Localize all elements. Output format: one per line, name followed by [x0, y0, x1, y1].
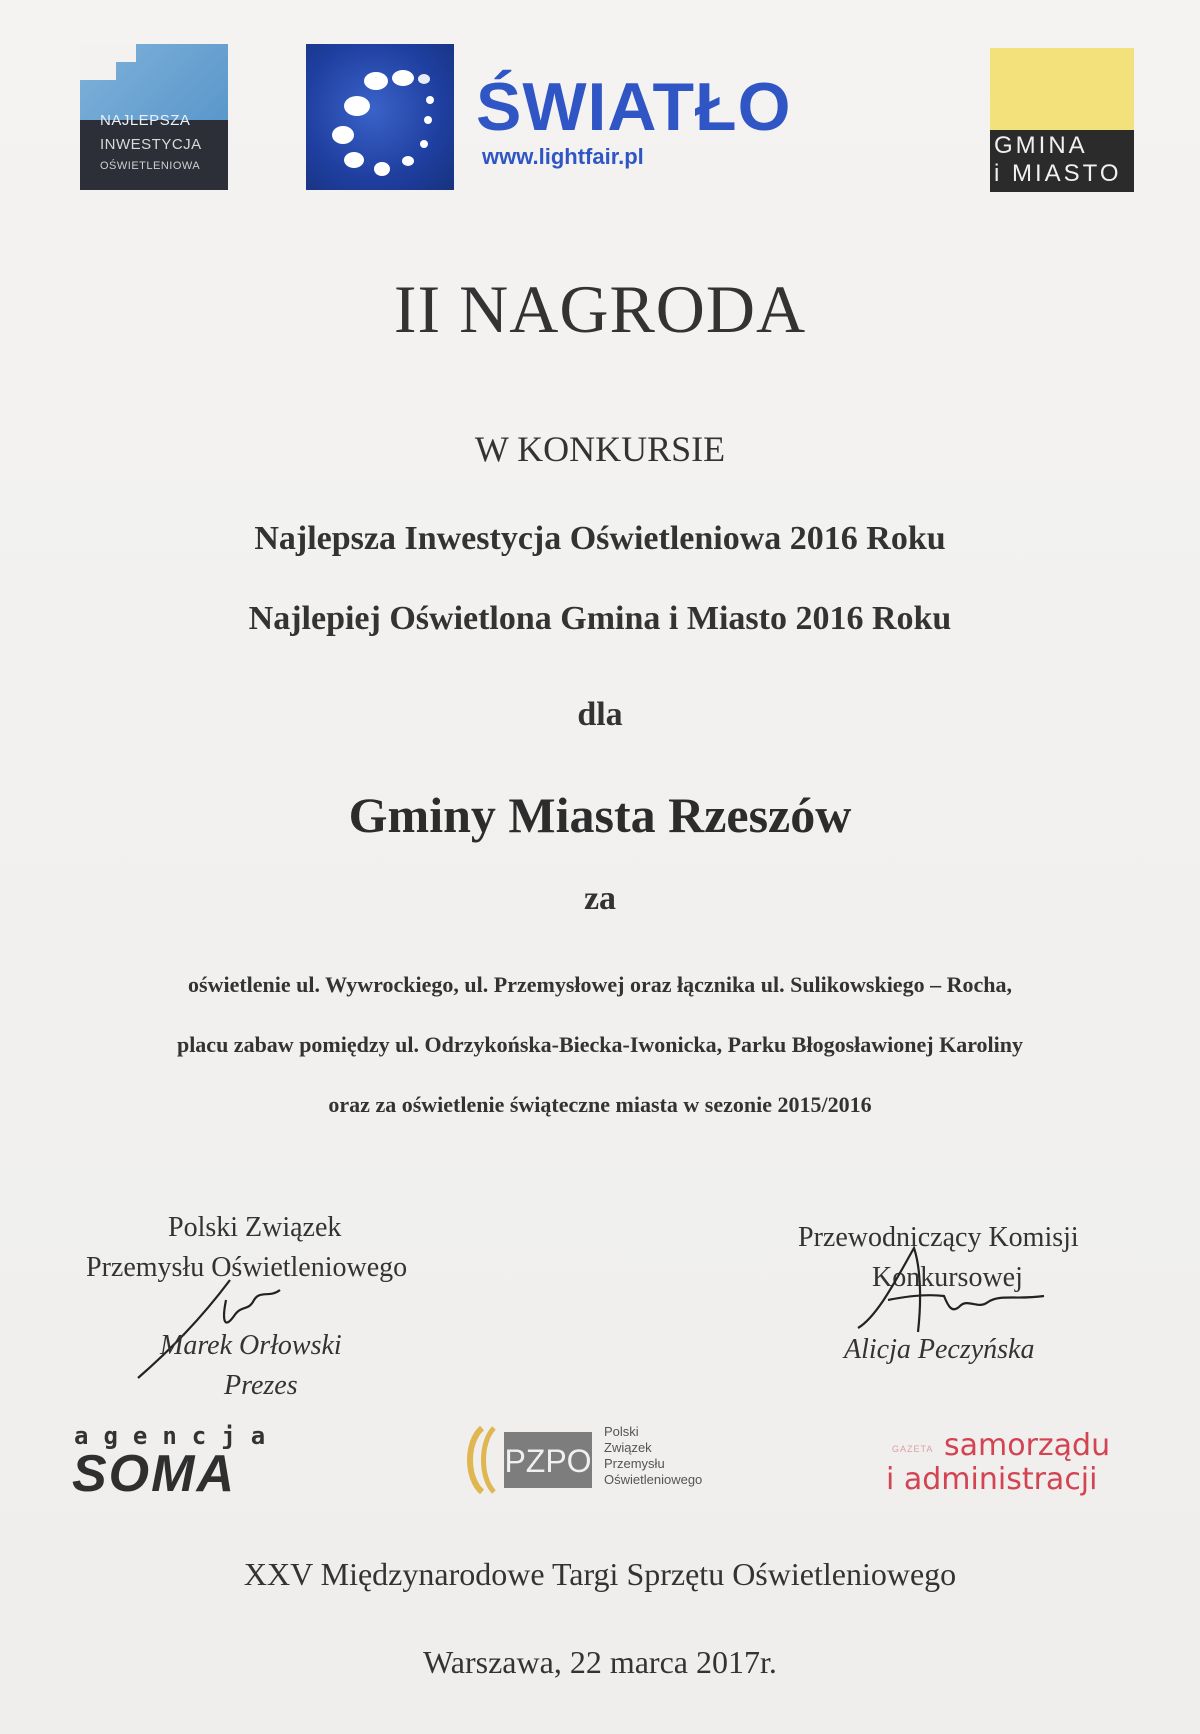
- competition-name-1: Najlepsza Inwestycja Oświetleniowa 2016 Roku: [254, 520, 946, 557]
- pzpo-logo-caption: [604, 1424, 702, 1488]
- pzpo-caption-line: Oświetleniowego: [604, 1472, 703, 1487]
- issue-date: Warszawa, 22 marca 2017r.: [423, 1644, 777, 1680]
- gazeta-logo-small: GAZETA: [892, 1444, 934, 1454]
- award-title: II NAGRODA: [393, 271, 807, 347]
- left-signatory-org-line2: Przemysłu Oświetleniowego: [86, 1252, 408, 1283]
- gazeta-logo-line2: i administracji: [886, 1462, 1098, 1497]
- description-line-1: oświetlenie ul. Wywrockiego, ul. Przemysłowej oraz łącznika ul. Sulikowskiego – Rocha,: [188, 972, 1012, 997]
- reason-label: za: [583, 880, 617, 917]
- pzpo-caption-line: Związek: [604, 1440, 652, 1455]
- for-label: dla: [577, 696, 623, 733]
- najlepsza-logo-line2: INWESTYCJA: [100, 136, 202, 153]
- pzpo-caption-line: Polski: [604, 1424, 639, 1439]
- description-line-2: placu zabaw pomiędzy ul. Odrzykońska-Biecka-Iwonicka, Parku Błogosławionej Karoliny: [176, 1032, 1024, 1057]
- swiatlo-logo-mark: [306, 44, 454, 190]
- left-signatory-role: Prezes: [224, 1370, 298, 1401]
- competition-name-2: Najlepiej Oświetlona Gmina i Miasto 2016 Roku: [248, 600, 952, 637]
- najlepsza-logo-line1: NAJLEPSZA: [100, 112, 191, 129]
- recipient-name: Gminy Miasta Rzeszów: [348, 787, 852, 843]
- gazeta-logo-line1: samorządu: [944, 1428, 1111, 1463]
- pzpo-logo-mark: [464, 1424, 596, 1496]
- gmina-logo-line1: GMINA: [994, 132, 1088, 159]
- agencja-soma-logo-big: SOMA: [72, 1445, 236, 1503]
- najlepsza-logo-line3: OŚWIETLENIOWA: [100, 160, 201, 172]
- description-line-3: oraz za oświetlenie świąteczne miasta w sezonie 2015/2016: [328, 1092, 872, 1117]
- agencja-soma-logo-small: agencja: [74, 1422, 281, 1450]
- award-subtitle: W KONKURSIE: [474, 429, 726, 469]
- left-signatory-org-line1: Polski Związek: [168, 1212, 342, 1243]
- event-name: XXV Międzynarodowe Targi Sprzętu Oświetleniowego: [243, 1556, 957, 1592]
- najlepsza-inwestycja-logo: [80, 44, 228, 190]
- pzpo-caption-line: Przemysłu: [604, 1456, 665, 1471]
- swiatlo-logo-url: www.lightfair.pl: [482, 144, 644, 169]
- gmina-i-miasto-logo: [990, 48, 1134, 192]
- pzpo-logo-text: PZPO: [504, 1443, 592, 1479]
- right-signatory-name: Alicja Peczyńska: [844, 1334, 1035, 1365]
- gmina-logo-line2: i MIASTO: [994, 160, 1122, 187]
- left-signatory-name: Marek Orłowski: [160, 1330, 342, 1361]
- swiatlo-logo-title: ŚWIATŁO: [476, 69, 792, 145]
- right-handwritten-signature: [848, 1236, 1068, 1346]
- left-handwritten-signature: [130, 1260, 330, 1380]
- right-signatory-org-line1: Przewodniczący Komisji: [798, 1222, 1079, 1253]
- right-signatory-org-line2: Konkursowej: [872, 1262, 1023, 1293]
